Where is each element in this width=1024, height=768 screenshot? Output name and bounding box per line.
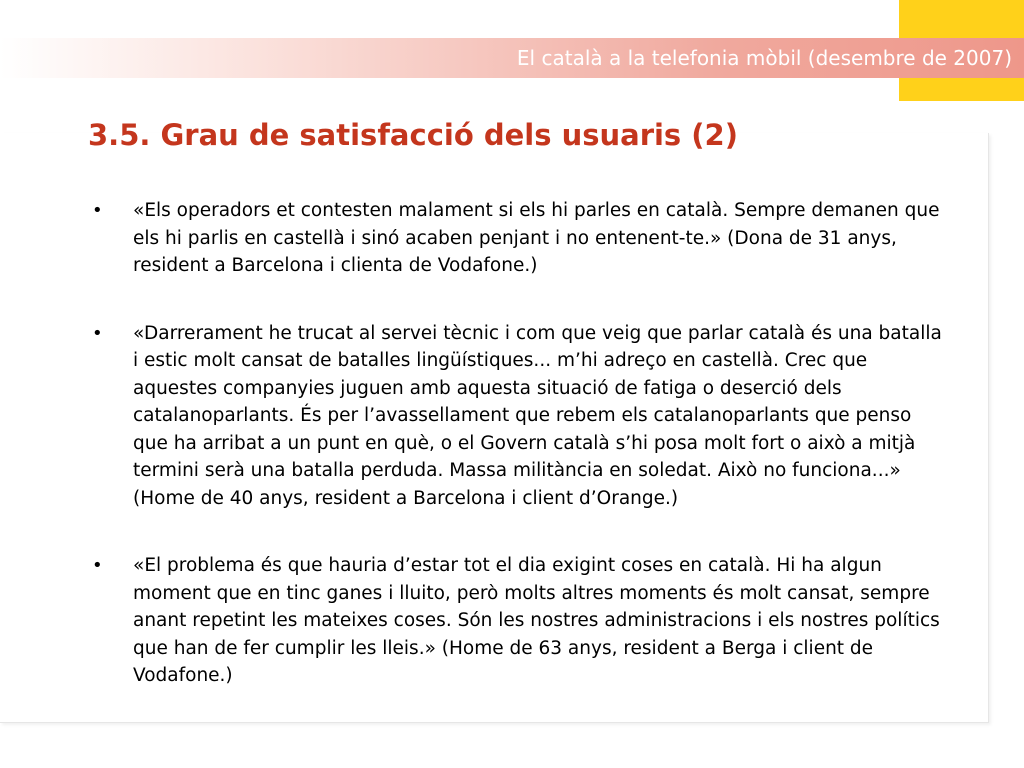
quote-item xyxy=(92,320,952,513)
quote-text: «El problema és que hauria d’estar tot el dia exigint coses en català. Hi ha algun moment que en tinc ganes i lluito, però molts altres moments és molt cansat, sempre anant repetint les mateixes coses. Són les nostres administracions i els nostres polítics que han de fer cumplir les lleis.» (Home de 63 anys, resident a Berga i client de Vodafone.) xyxy=(133,555,940,686)
quote-item xyxy=(92,552,952,690)
quote-list xyxy=(92,197,952,690)
header-title: El català a la telefonia mòbil (desembre de 2007) xyxy=(516,46,1012,70)
quote-item xyxy=(92,197,952,280)
bullet-icon: • xyxy=(92,322,103,344)
quote-text: «Els operadors et contesten malament si els hi parles en català. Sempre demanen que els hi parlis en castellà i sinó acaben penjant i no entenent-te.» (Dona de 31 anys, resident a Barcelona i clienta de Vodafone.) xyxy=(133,200,940,276)
quote-text: «Darrerament he trucat al servei tècnic i com que veig que parlar català és una batalla i estic molt cansat de batalles lingüístiques... m’hi adreço en castellà. Crec que aquestes companyies juguen amb aquesta situació de fatiga o deserció dels catalanoparlants. És per l’avassellament que rebem els catalanoparlants que penso que ha arribat a un punt en què, o el Govern català s’hi posa molt fort o això a mitjà termini serà una batalla perduda. Massa militància en soledat. Això no funciona...» (Home de 40 anys, resident a Barcelona i client d’Orange.) xyxy=(133,322,942,509)
header-band xyxy=(0,38,1024,78)
bullet-icon: • xyxy=(92,555,103,576)
bullet-icon: • xyxy=(92,200,103,221)
page-title: 3.5. Grau de satisfacció dels usuaris (2) xyxy=(88,118,738,152)
